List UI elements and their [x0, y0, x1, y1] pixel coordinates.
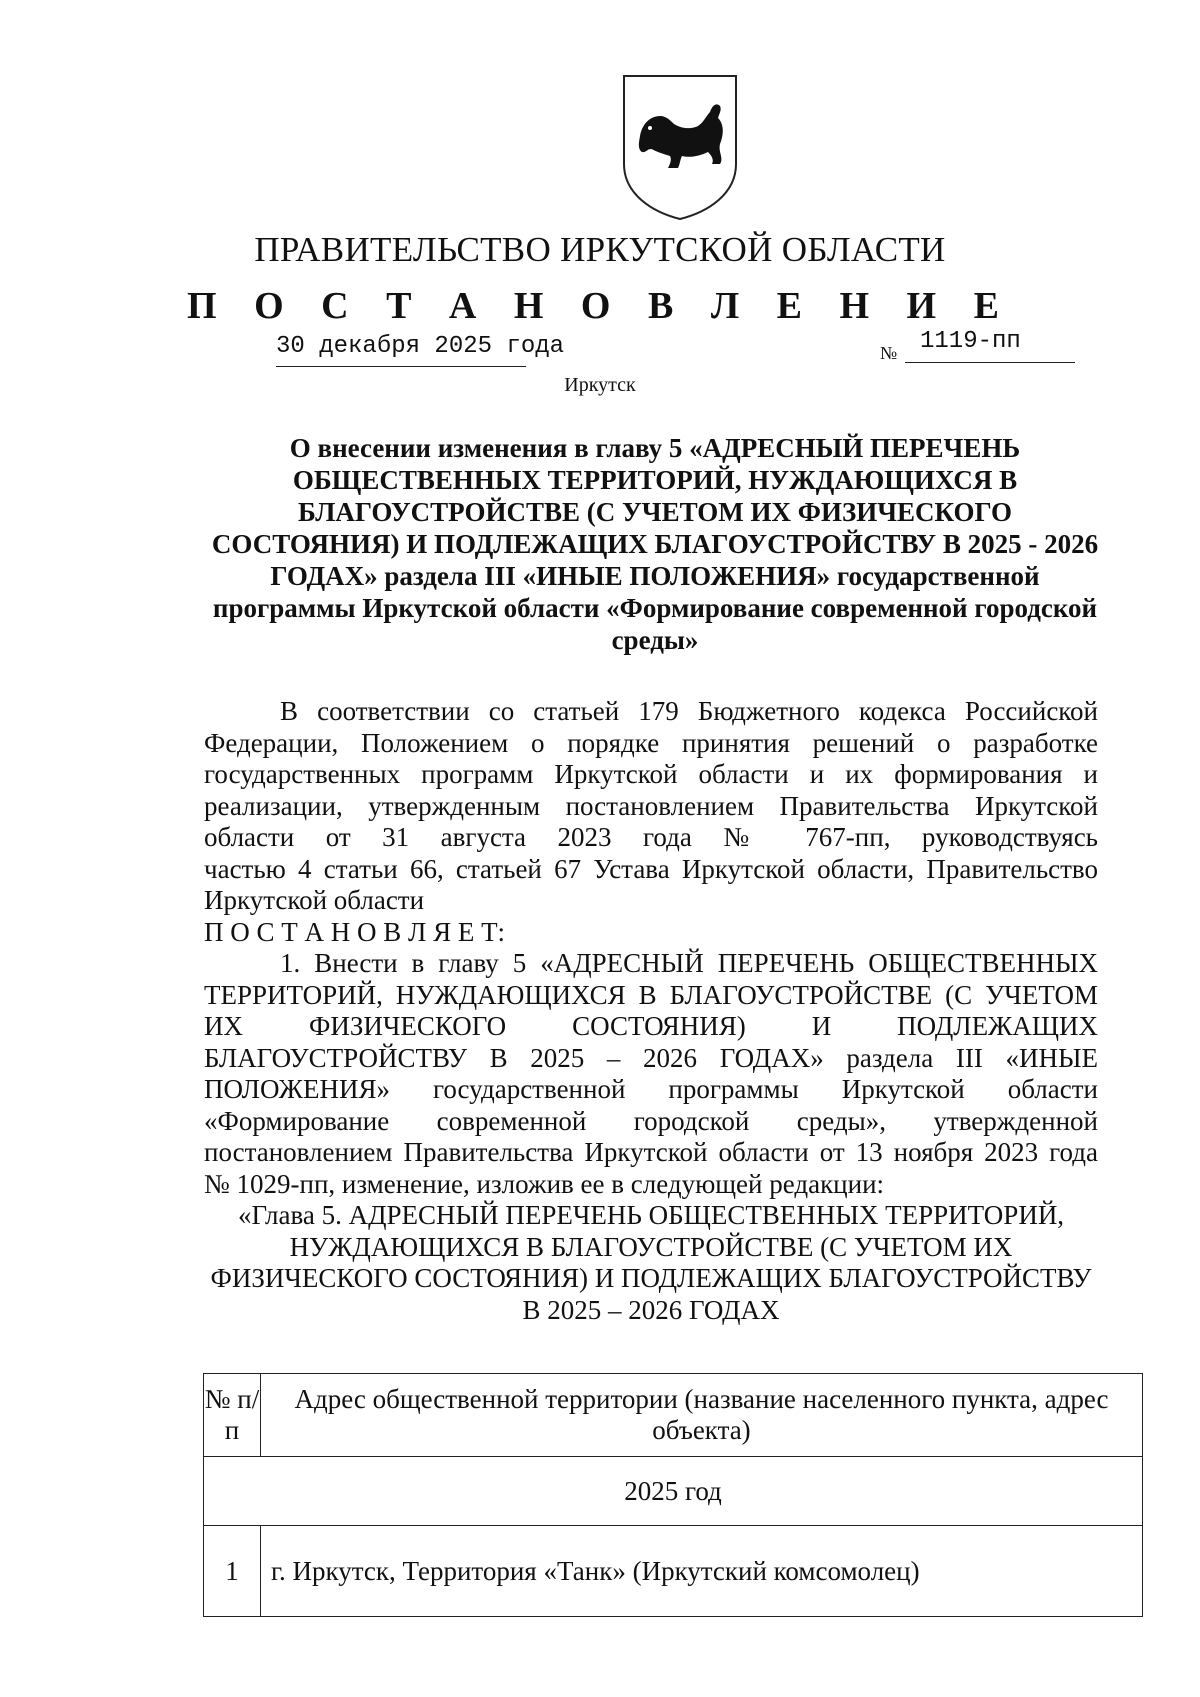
resolves-heading: П О С Т А Н О В Л Я Е Т: — [204, 916, 506, 947]
chapter-heading-line: ФИЗИЧЕСКОГО СОСТОЯНИЯ) И ПОДЛЕЖАЩИХ БЛАГОУСТРОЙСТВУ — [210, 1263, 1092, 1293]
document-type: П О С Т А Н О В Л Е Н И Е — [187, 285, 1013, 327]
chapter-heading-line: «Глава 5. АДРЕСНЫЙ ПЕРЕЧЕНЬ ОБЩЕСТВЕННЫХ ТЕРРИТОРИЙ, — [237, 1200, 1065, 1230]
government-name: ПРАВИТЕЛЬСТВО ИРКУТСКОЙ ОБЛАСТИ — [254, 230, 946, 269]
item-line: постановлением Правительства Иркутской области от 13 ноября 2023 года — [204, 1137, 1098, 1167]
row-number: 1 — [204, 1526, 261, 1617]
decree-subject — [190, 432, 1120, 656]
item-line: ТЕРРИТОРИЙ, НУЖДАЮЩИХСЯ В БЛАГОУСТРОЙСТВЕ (С УЧЕТОМ — [204, 979, 1098, 1010]
preamble-line: реализации, утвержденным постановлением Правительства Иркутской — [204, 790, 1098, 821]
column-header-number: № п/п — [204, 1374, 261, 1457]
subject-line: СОСТОЯНИЯ) И ПОДЛЕЖАЩИХ БЛАГОУСТРОЙСТВУ В 2025 - 2026 — [211, 529, 1099, 559]
coat-of-arms — [620, 72, 740, 222]
decree-date: 30 декабря 2025 года — [276, 333, 565, 360]
address-table — [203, 1373, 1143, 1617]
subject-line: ГОДАХ» раздела III «ИНЫЕ ПОЛОЖЕНИЯ» государственной — [270, 561, 1040, 591]
item-line: № 1029-пп, изменение, изложив ее в следующей редакции: — [204, 1168, 885, 1199]
item-line: ПОЛОЖЕНИЯ» государственной программы Иркутской области — [204, 1074, 1098, 1104]
item-line: «Формирование современной городской среды», утвержденной — [204, 1105, 1098, 1136]
subject-line: О внесении изменения в главу 5 «АДРЕСНЫЙ ПЕРЕЧЕНЬ — [289, 433, 1021, 463]
preamble-line: государственных программ Иркутской области и их формирования и — [204, 759, 1098, 789]
preamble-line: частью 4 статьи 66, статьей 67 Устава Иркутской области, Правительство — [204, 853, 1098, 884]
chapter-heading-line: НУЖДАЮЩИХСЯ В БЛАГОУСТРОЙСТВЕ (С УЧЕТОМ ИХ — [289, 1231, 1013, 1262]
decree-body — [204, 696, 1098, 1326]
table-row — [204, 1526, 1143, 1617]
item-line: БЛАГОУСТРОЙСТВУ В 2025 – 2026 ГОДАХ» раздела III «ИНЫЕ — [204, 1042, 1098, 1073]
number-sign: № — [880, 343, 898, 363]
preamble-line: Иркутской области — [204, 885, 425, 915]
row-address: г. Иркутск, Территория «Танк» (Иркутский комсомолец) — [261, 1526, 1143, 1617]
preamble-line: области от 31 августа 2023 года № 767-пп, руководствуясь — [204, 822, 1098, 852]
chapter-heading-line: В 2025 – 2026 ГОДАХ — [522, 1294, 780, 1325]
item-line: ИХ ФИЗИЧЕСКОГО СОСТОЯНИЯ) И ПОДЛЕЖАЩИХ — [204, 1011, 1098, 1041]
city: Иркутск — [564, 374, 636, 396]
number-underline — [905, 362, 1075, 363]
preamble-line: Федерации, Положением о порядке принятия решений о разработке — [204, 727, 1098, 758]
table-header-row — [204, 1374, 1143, 1457]
date-underline — [276, 366, 526, 367]
subject-line: ОБЩЕСТВЕННЫХ ТЕРРИТОРИЙ, НУЖДАЮЩИХСЯ В — [292, 465, 1018, 495]
year-row — [204, 1457, 1143, 1526]
item-line: 1. Внести в главу 5 «АДРЕСНЫЙ ПЕРЕЧЕНЬ ОБЩЕСТВЕННЫХ — [280, 948, 1098, 978]
subject-line: программы Иркутской области «Формирование современной городской — [212, 593, 1098, 623]
subject-line: БЛАГОУСТРОЙСТВЕ (С УЧЕТОМ ИХ ФИЗИЧЕСКОГО — [298, 497, 1012, 527]
preamble-line: В соответствии со статьей 179 Бюджетного кодекса Российской — [280, 696, 1098, 726]
decree-number: 1119-пп — [920, 328, 1021, 355]
column-header-address: Адрес общественной территории (название населенного пункта, адрес объекта) — [261, 1374, 1143, 1457]
subject-line: среды» — [611, 625, 699, 655]
year-label: 2025 год — [204, 1457, 1143, 1526]
